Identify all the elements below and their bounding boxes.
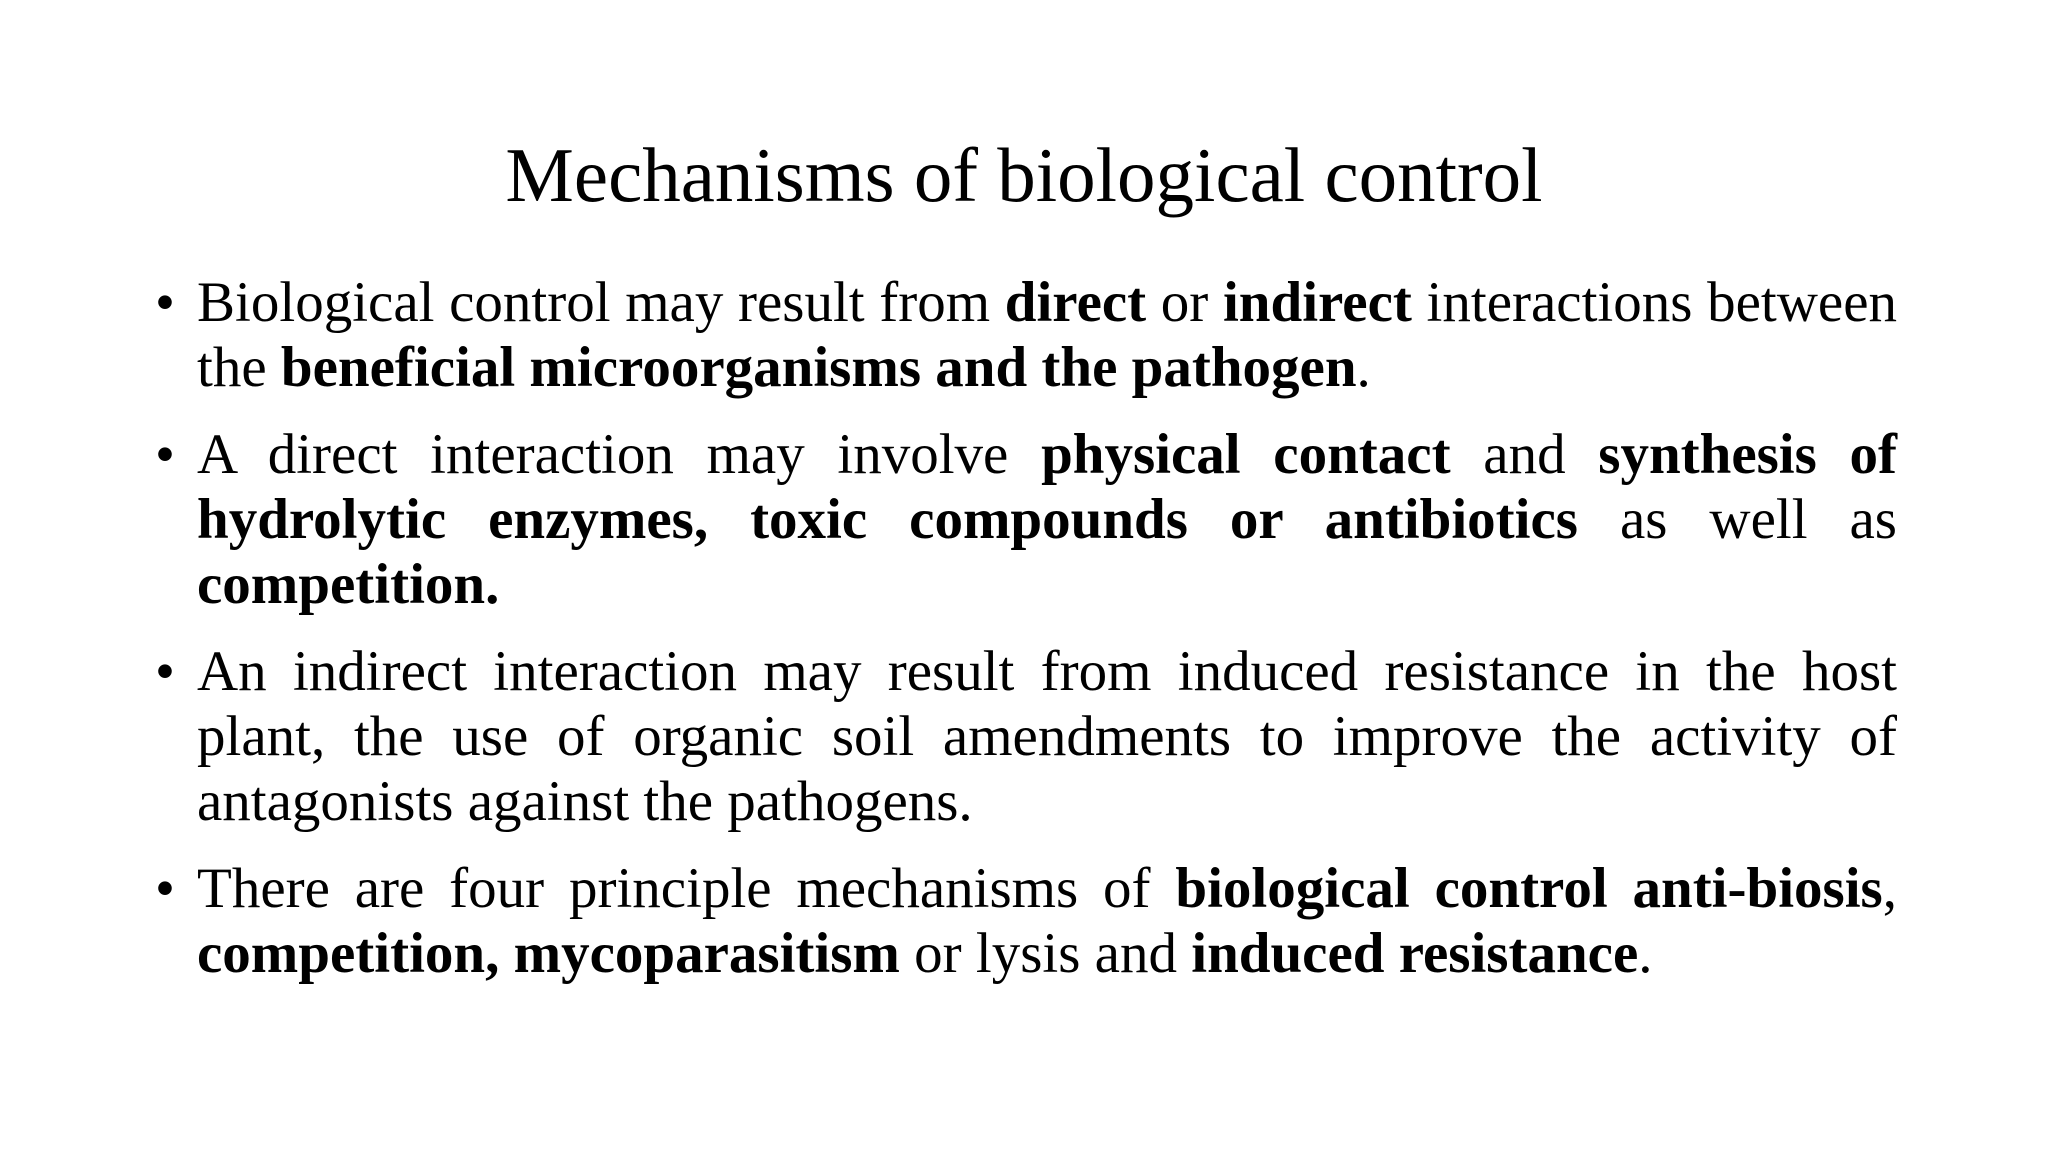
bullet-icon: • bbox=[155, 857, 175, 920]
bullet-item bbox=[155, 270, 1898, 400]
bullet-text: There are four principle mechanisms of biological control anti-biosis, competition, mycoparasitism or lysis and induced resistance. bbox=[197, 857, 1897, 985]
bullet-text: A direct interaction may involve physical contact and synthesis of hydrolytic enzymes, toxic compounds or antibiotics as well as competition. bbox=[197, 423, 1898, 616]
bullet-icon: • bbox=[155, 640, 175, 703]
bullet-item bbox=[155, 422, 1898, 617]
bullet-text: Biological control may result from direct or indirect interactions between the beneficial microorganisms and the pathogen. bbox=[197, 271, 1898, 399]
bullet-item bbox=[155, 856, 1897, 986]
slide-title: Mechanisms of biological control bbox=[505, 132, 1543, 218]
bullet-text: An indirect interaction may result from induced resistance in the host plant, the use of organic soil amendments to improve the activity of antagonists against the pathogens. bbox=[197, 640, 1897, 833]
bullet-icon: • bbox=[155, 423, 175, 486]
bullet-item bbox=[155, 639, 1897, 834]
bullet-icon: • bbox=[155, 271, 175, 334]
bullet-list bbox=[155, 270, 1898, 1008]
